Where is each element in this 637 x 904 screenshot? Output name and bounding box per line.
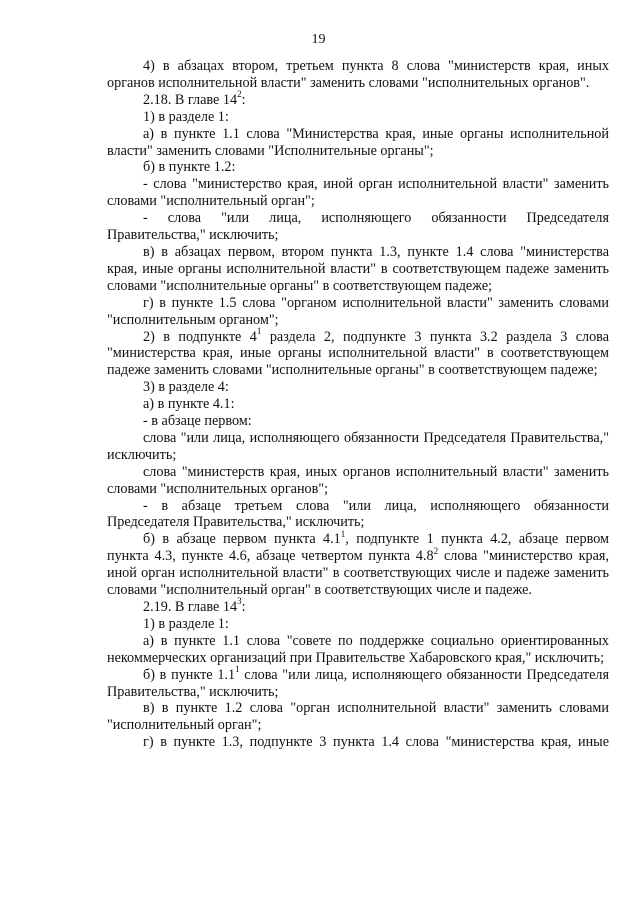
paragraph-text: а) в пункте 4.1: (143, 396, 235, 413)
paragraph-text: в) в пункте 1.2 слова "орган исполнительной власти" заменить словами "исполнительный орган"; (107, 700, 613, 734)
paragraph (107, 528, 613, 599)
superscript-index: 2 (237, 89, 242, 100)
paragraph-text: - слова "или лица, исполняющего обязанности Председателя Правительства," исключить; (107, 210, 613, 244)
paragraph-text: - в абзаце третьем слова "или лица, исполняющего обязанности Председателя Правительства," исключить; (107, 497, 613, 531)
paragraph-text: слова "или лица, исполняющего обязанности Председателя Правительства," исключить; (107, 429, 613, 463)
page-number: 19 (311, 32, 326, 47)
paragraph (107, 325, 613, 380)
paragraph (107, 89, 609, 109)
superscript-index: 2 (433, 545, 439, 556)
paragraph-text: а) в пункте 1.1 слова "Министерства края, иные органы исполнительной власти" заменить словами "Исполнительные органы"; (107, 125, 613, 159)
paragraph-text: 2) в подпункте 4 (143, 328, 257, 345)
paragraph-text: г) в пункте 1.5 слова "органом исполнительной власти" заменить словами "исполнительным органом"; (107, 294, 613, 328)
paragraph-text: : (241, 599, 246, 615)
paragraph (107, 632, 613, 667)
paragraph (107, 243, 613, 295)
paragraph (107, 159, 609, 176)
paragraph-text: 1) в разделе 1: (143, 615, 229, 632)
paragraph (107, 734, 609, 751)
paragraph-text: раздела 2, подпункте 3 пункта 3.2 раздела 3 слова "министерства края, иные органы исполнительной власти" в соответствующем падеже заменить словами "исполнительные органы" в соответствующем падеже; (107, 328, 613, 379)
superscript-index: 1 (340, 528, 346, 539)
paragraph-text: б) в пункте 1.2: (143, 159, 236, 176)
paragraph-text: - в абзаце первом: (143, 413, 252, 430)
paragraph-text: слова "министерств края, иных органов исполнительный власти" заменить словами "исполнительных органов"; (107, 463, 613, 497)
paragraph (107, 463, 613, 498)
paragraph (107, 700, 613, 734)
superscript-index: 1 (256, 325, 262, 336)
superscript-index: 1 (235, 663, 240, 674)
paragraph-text: 2.18. В главе 14 (143, 91, 238, 108)
paragraph (107, 176, 613, 210)
paragraph-text: слова "министерство края, иной орган исполнительной власти" в соответствующих числе и падеже заменить словами "исполнительный орган" в соответствующих числе и падеже. (107, 548, 613, 599)
paragraph-text: 4) в абзацах втором, третьем пункта 8 слова "министерств края, иных органов исполнительной власти" заменить словами "исполнительных органов". (107, 58, 613, 91)
paragraph-text: г) в пункте 1.3, подпункте 3 пункта 1.4 слова "министерства края, иные (143, 734, 609, 751)
paragraph (107, 396, 609, 413)
paragraph-text: 3) в разделе 4: (143, 379, 229, 396)
paragraph (107, 125, 613, 160)
paragraph (107, 413, 609, 430)
paragraph (107, 109, 609, 126)
paragraph-text: б) в пункте 1.1 (143, 666, 236, 683)
paragraph-text: , подпункте 1 пункта 4.2, абзаце первом пункта 4.3, пункте 4.6, абзаце четвертом пункта 4.8 (107, 531, 613, 565)
paragraph (107, 596, 609, 616)
paragraph-text: - слова "министерство края, иной орган исполнительной власти" заменить словами "исполнительный орган"; (107, 176, 613, 210)
paragraph (107, 429, 613, 464)
paragraph-text: 1) в разделе 1: (143, 108, 229, 125)
paragraph-text: : (241, 91, 246, 108)
paragraph-text: 2.19. В главе 14 (143, 599, 238, 615)
paragraph (107, 616, 609, 633)
superscript-index: 3 (237, 596, 242, 607)
paragraph (107, 379, 609, 396)
paragraph (107, 58, 613, 92)
paragraph (107, 210, 613, 244)
paragraph-text: а) в пункте 1.1 слова "совете по поддержке социально ориентированных некоммерческих организаций при Правительстве Хабаровского края," исключить; (107, 632, 613, 666)
document-body (107, 58, 613, 751)
paragraph-text: в) в абзацах первом, втором пункта 1.3, пункте 1.4 слова "министерства края, иные органы исполнительной власти" в соответствующем падеже заменить словами "исполнительные органы" в соответствующем падеже; (107, 243, 613, 294)
paragraph-text: б) в абзаце первом пункта 4.1 (143, 531, 341, 548)
paragraph (107, 663, 613, 701)
paragraph (107, 294, 613, 329)
paragraph-text: слова "или лица, исполняющего обязанности Председателя Правительства," исключить; (107, 666, 613, 700)
paragraph (107, 497, 613, 532)
